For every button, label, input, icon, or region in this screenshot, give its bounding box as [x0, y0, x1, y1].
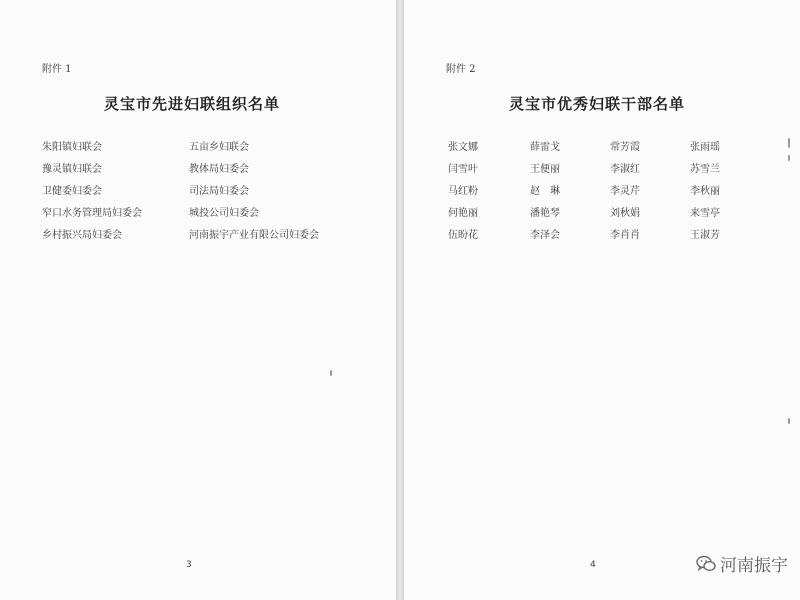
name-list — [448, 141, 748, 243]
list-item: 乡村振兴局妇委会 — [42, 230, 122, 241]
scan-speck — [330, 370, 332, 376]
list-item: 司法局妇委会 — [189, 186, 249, 197]
attachment-label: 附件 2 — [446, 64, 476, 75]
page-title: 灵宝市先进妇联组织名单 — [104, 95, 281, 113]
wechat-icon — [696, 555, 716, 573]
list-item: 河南振宇产业有限公司妇委会 — [189, 230, 319, 241]
list-item: 来雪亭 — [690, 208, 720, 219]
list-item: 赵 琳 — [530, 186, 560, 197]
list-item: 苏雪兰 — [690, 164, 720, 175]
attachment-label: 附件 1 — [42, 64, 72, 75]
list-item: 王便丽 — [530, 164, 560, 175]
list-item: 城投公司妇委会 — [189, 208, 259, 219]
watermark-text: 河南振宇 — [720, 556, 788, 576]
list-item: 张雨瑶 — [690, 142, 720, 153]
list-item: 五亩乡妇联会 — [189, 142, 249, 153]
scan-speck — [788, 418, 790, 424]
page-number: 4 — [590, 560, 596, 570]
list-item: 何艳丽 — [448, 208, 478, 219]
list-item: 王淑芳 — [690, 230, 720, 241]
list-item: 朱阳镇妇联会 — [42, 142, 102, 153]
list-item: 李灵芹 — [610, 186, 640, 197]
list-item: 薛雷戈 — [530, 142, 560, 153]
watermark — [696, 551, 788, 576]
scan-speck — [788, 155, 790, 161]
list-item: 马红粉 — [448, 186, 478, 197]
list-item: 李淑红 — [610, 164, 640, 175]
list-item: 教体局妇委会 — [189, 164, 249, 175]
list-item: 刘秋娟 — [610, 208, 640, 219]
list-item: 窄口水务管理局妇委会 — [42, 208, 142, 219]
list-item: 豫灵镇妇联会 — [42, 164, 102, 175]
list-item: 李秋丽 — [690, 186, 720, 197]
list-item: 张文娜 — [448, 142, 478, 153]
list-item: 李肖肖 — [610, 230, 640, 241]
page-title: 灵宝市优秀妇联干部名单 — [509, 95, 686, 113]
list-item: 闫雪叶 — [448, 164, 478, 175]
left-page — [0, 0, 396, 600]
organization-list — [42, 141, 362, 243]
list-item: 常芳霞 — [610, 142, 640, 153]
right-page — [404, 0, 800, 600]
list-item: 李泽会 — [530, 230, 560, 241]
scan-speck — [788, 138, 790, 148]
page-gutter — [396, 0, 404, 600]
list-item: 潘艳琴 — [530, 208, 560, 219]
list-item: 卫健委妇委会 — [42, 186, 102, 197]
list-item: 伍盼花 — [448, 230, 478, 241]
page-number: 3 — [186, 560, 192, 570]
